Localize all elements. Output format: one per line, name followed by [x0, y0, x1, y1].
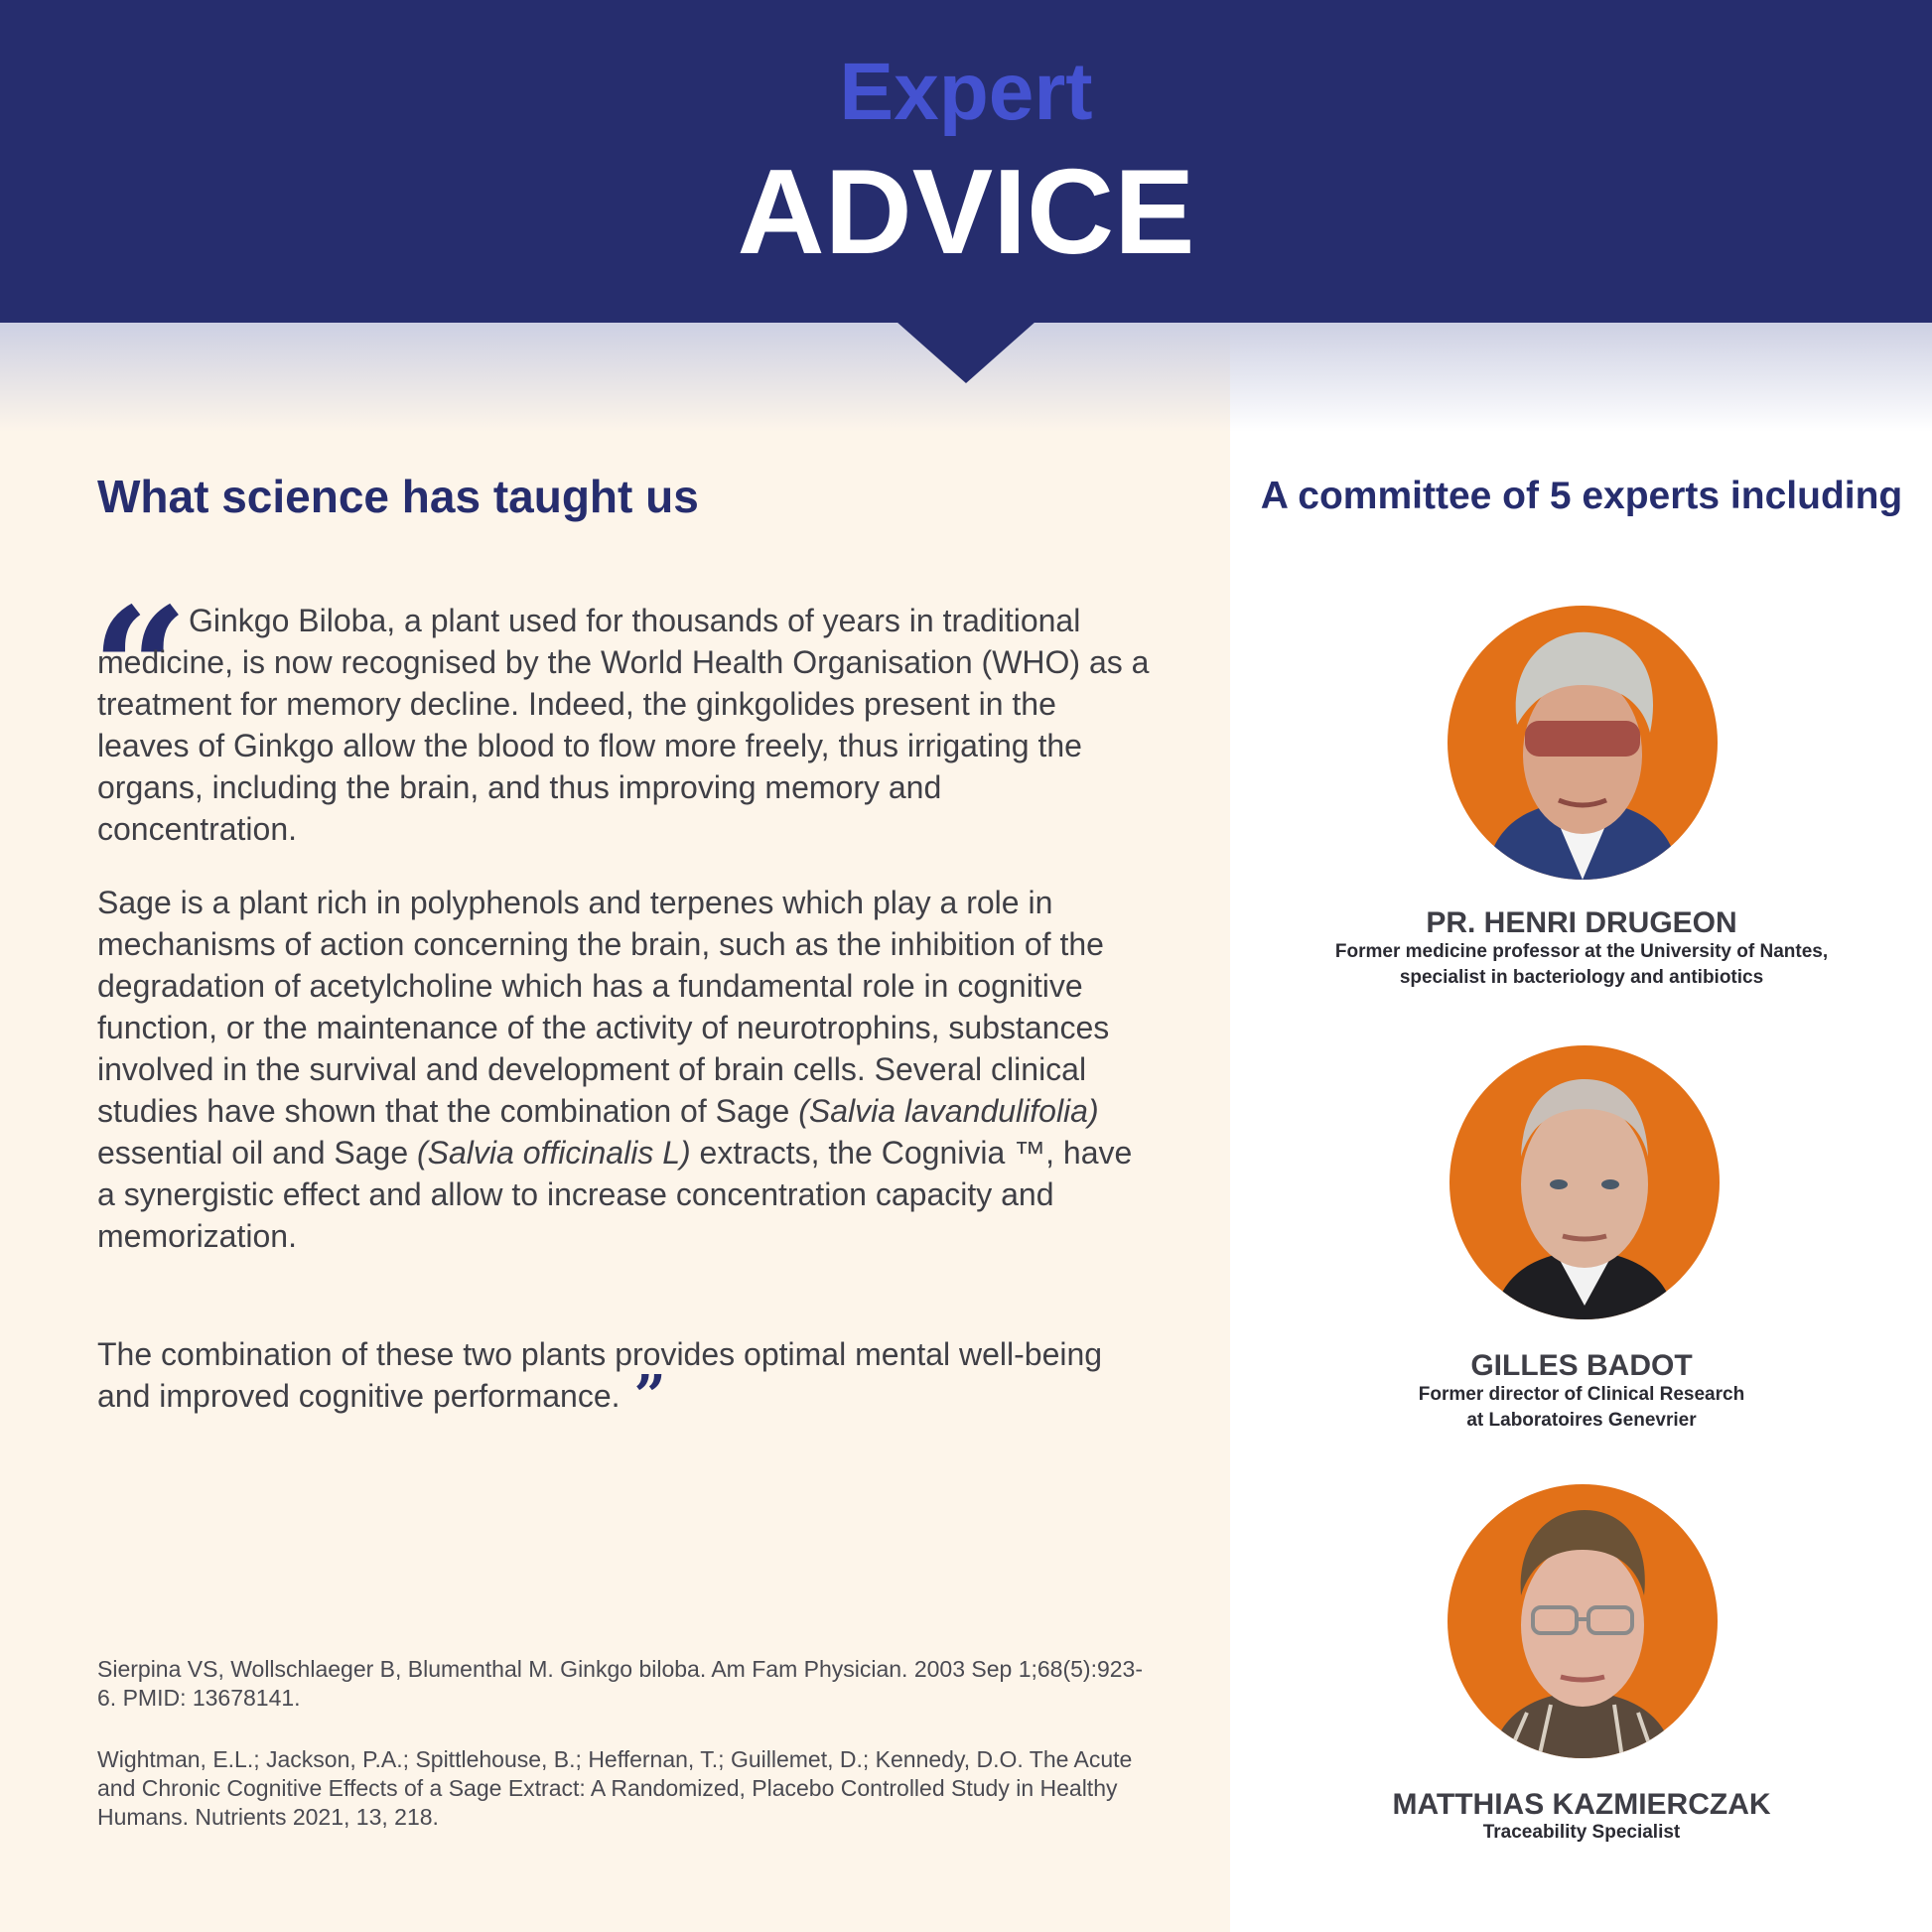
sage-species-officinalis: (Salvia officinalis L) [417, 1135, 691, 1171]
expert-name-drugeon: PR. HENRI DRUGEON [1426, 906, 1737, 939]
expert-name-badot: GILLES BADOT [1470, 1349, 1693, 1382]
portrait-badot [1449, 1045, 1720, 1319]
science-paragraph-conclusion [97, 1333, 1150, 1429]
sage-text-a: Sage is a plant rich in polyphenols and terpenes which play a role in mechanisms of action concerning the brain, such as the inhibition of the degradation of acetylcholine which has a fundamental role in cognitive function, or the maintenance of the activity of neurotrophins, substances involved in the survival and development of brain cells. Several clinical studies have shown that the combination of Sage [97, 885, 1110, 1129]
portrait-drugeon [1448, 606, 1718, 880]
expert-photo-drugeon [1448, 606, 1718, 880]
conclusion-text: The combination of these two plants provides optimal mental well-being and improved cognitive performance. [97, 1336, 1103, 1414]
header-title-expert: Expert [839, 47, 1093, 137]
expert-name-kazmierczak: MATTHIAS KAZMIERCZAK [1392, 1788, 1771, 1821]
header-pointer [897, 322, 1035, 383]
expert-role-kazmierczak: Traceability Specialist [1482, 1822, 1681, 1843]
reference-sage: Wightman, E.L.; Jackson, P.A.; Spittlehouse, B.; Heffernan, T.; Guillemet, D.; Kennedy, D.O. The Acute and Chronic Cognitive Effects of a Sage Extract: A Randomized, Placebo Controlled Study in Healthy Humans. Nutrients 2021, 13, 218. [97, 1746, 1133, 1830]
sage-text-b: essential oil and Sage [97, 1135, 417, 1171]
portrait-kazmierczak [1448, 1484, 1718, 1758]
expert-role-drugeon-2: specialist in bacteriology and antibiotics [1399, 967, 1764, 988]
expert-photo-badot [1449, 1045, 1720, 1319]
reference-ginkgo: Sierpina VS, Wollschlaeger B, Blumenthal M. Ginkgo biloba. Am Fam Physician. 2003 Sep 1;68(5):923-6. PMID: 13678141. [97, 1656, 1144, 1711]
committee-title: A committee of 5 experts including [1260, 475, 1903, 517]
sage-text-c: extracts, the Cognivia ™, have a synergistic effect and allow to increase concentration capacity and memorization. [97, 1135, 1133, 1254]
expert-role-badot-2: at Laboratoires Genevrier [1466, 1410, 1697, 1431]
sage-species-lavandulifolia: (Salvia lavandulifolia) [798, 1093, 1099, 1129]
expert-role-drugeon-1: Former medicine professor at the University of Nantes, [1334, 941, 1829, 962]
expert-role-badot-1: Former director of Clinical Research [1418, 1384, 1745, 1405]
quote-close-icon: ” [633, 1363, 666, 1429]
quote-open-icon: “ [91, 571, 189, 769]
header-banner [0, 0, 1932, 323]
header-title-advice: ADVICE [737, 144, 1195, 279]
expert-photo-kazmierczak [1448, 1484, 1718, 1758]
science-paragraph-ginkgo: Ginkgo Biloba, a plant used for thousands of years in traditional medicine, is now recognised by the World Health Organisation (WHO) as a treatment for memory decline. Indeed, the ginkgolides present in the leaves of Ginkgo allow the blood to flow more freely, thus irrigating the organs, including the brain, and thus improving memory and concentration. [97, 603, 1150, 847]
science-title: What science has taught us [97, 471, 699, 522]
science-paragraph-sage [97, 882, 1150, 1257]
